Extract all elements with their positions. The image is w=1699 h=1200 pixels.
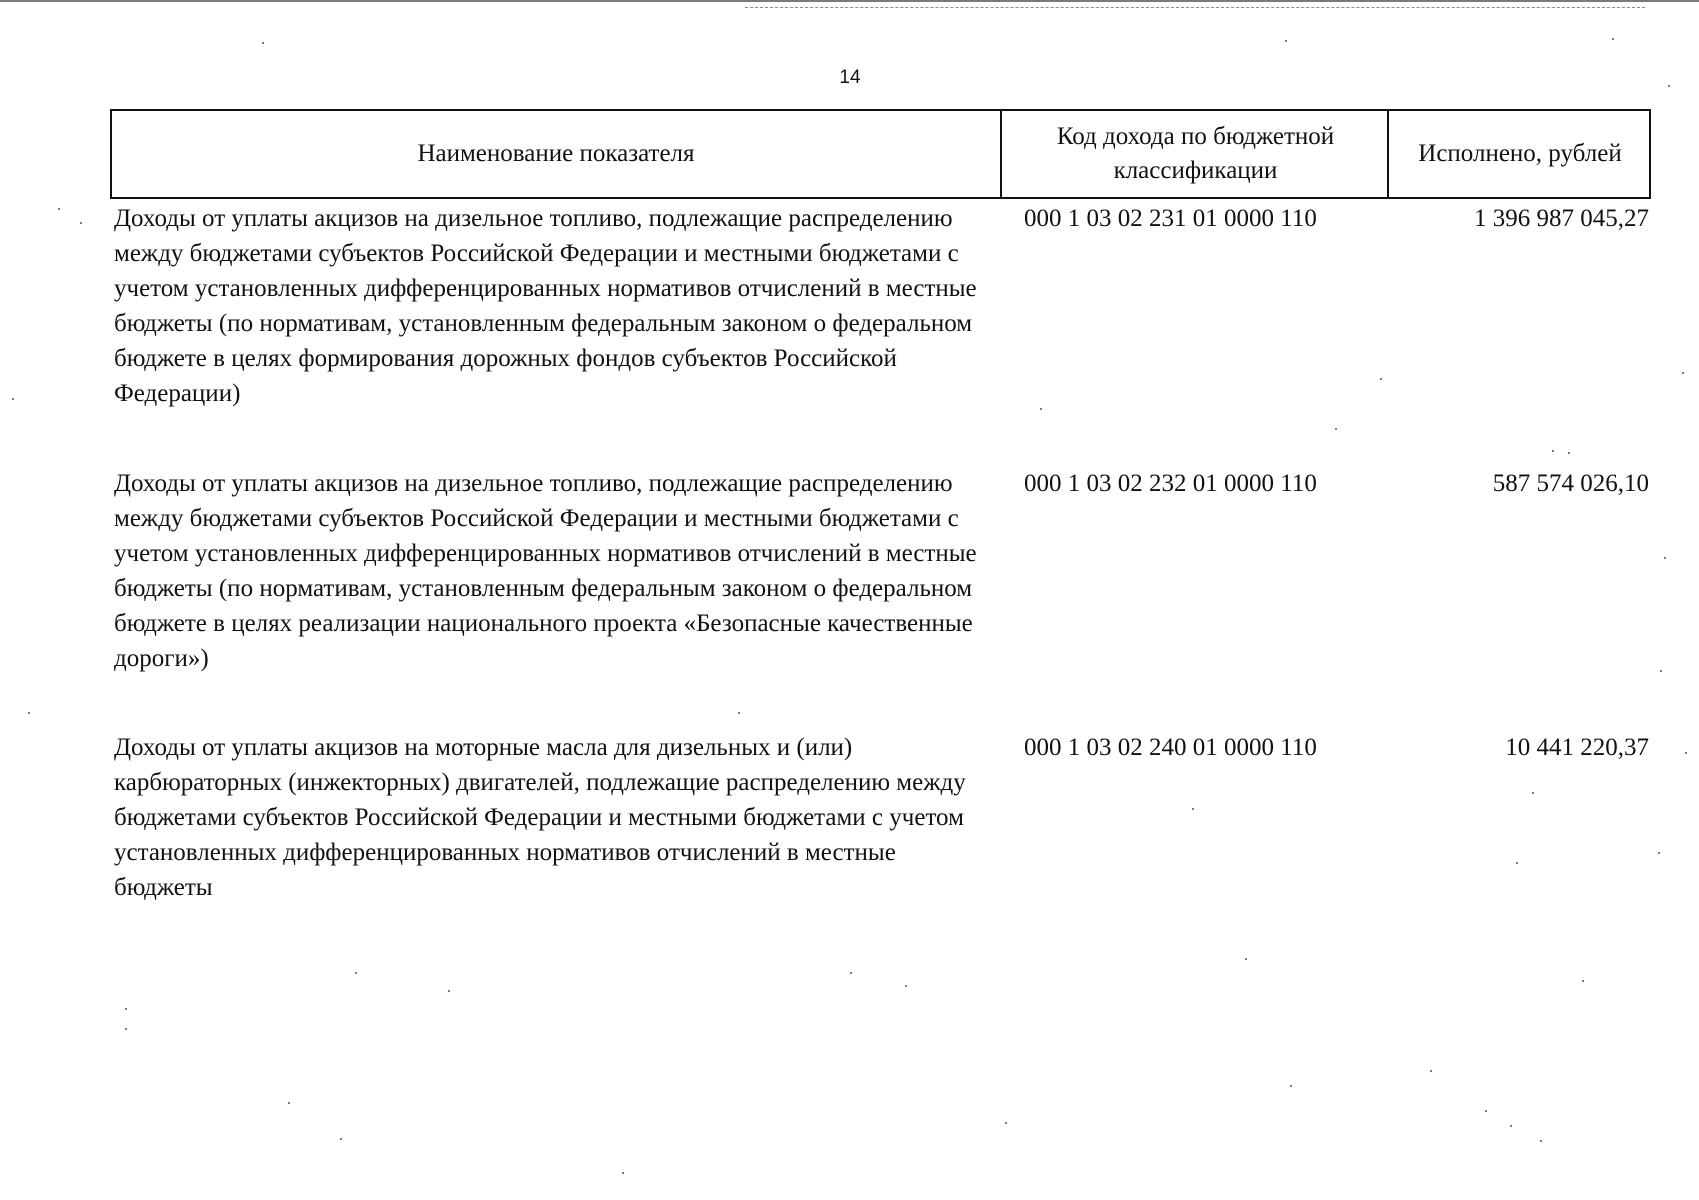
row-executed-amount: 1 396 987 045,27 [1474,205,1649,232]
page-number: 14 [839,67,861,88]
scan-speck [1192,808,1194,810]
scan-speck [448,990,450,992]
scan-speck [58,208,60,210]
scan-speck [355,972,357,974]
row-indicator-name: Доходы от уплаты акцизов на моторные масла для дизельных и (или) карбюраторных (инжекторных) двигателей, подлежащие распределению между бюджетами субъектов Российской Федерации и местными бюджетами с учетом установленных дифференцированных нормативов отчислений в местные бюджеты [114,734,966,901]
scan-speck [1612,38,1614,40]
row-executed-amount: 587 574 026,10 [1492,470,1649,497]
scan-speck [125,1028,127,1030]
scan-top-border [0,0,1699,2]
scan-speck [1380,378,1382,380]
scan-speck [1040,408,1042,410]
header-executed-amount: Исполнено, рублей [1387,111,1651,197]
scan-speck [1510,1125,1512,1127]
row-income-code: 000 1 03 02 232 01 0000 110 [1024,470,1317,497]
scan-speck [905,985,907,987]
scan-speck [1668,85,1670,87]
scan-speck [262,42,264,44]
header-income-code: Код дохода по бюджетной классификации [1000,111,1389,197]
row-executed-amount: 10 441 220,37 [1505,734,1649,761]
scan-speck [125,1008,127,1010]
scan-speck [1532,792,1534,794]
row-indicator-name: Доходы от уплаты акцизов на дизельное топливо, подлежащие распределению между бюджетами субъектов Российской Федерации и местными бюджетами с учетом установленных дифференцированных нормативов отчислений в местные бюджеты (по нормативам, установленным федеральным законом о федеральном бюджете в целях реализации национального проекта «Безопасные качественные дороги») [114,470,977,672]
scan-speck [1430,1070,1432,1072]
scan-speck [28,712,30,714]
scan-speck [288,1102,290,1104]
scan-speck [1540,1140,1542,1142]
scan-speck [1568,452,1570,454]
row-income-code: 000 1 03 02 231 01 0000 110 [1024,205,1317,232]
scan-speck [1682,372,1684,374]
scan-speck [1685,752,1687,754]
scan-speck [1552,450,1554,452]
scan-speck [1516,862,1518,864]
scan-speck [850,972,852,974]
scan-top-dashes [745,7,1645,10]
table-header [110,109,1651,199]
scan-speck [1245,958,1247,960]
row-indicator-name: Доходы от уплаты акцизов на дизельное топливо, подлежащие распределению между бюджетами субъектов Российской Федерации и местными бюджетами с учетом установленных дифференцированных нормативов отчислений в местные бюджеты (по нормативам, установленным федеральным законом о федеральном бюджете в целях формирования дорожных фондов субъектов Российской Федерации) [114,205,977,407]
scan-speck [80,222,82,224]
scan-speck [1290,1085,1292,1087]
header-indicator-name: Наименование показателя [417,140,695,167]
scan-speck [622,1172,624,1174]
scan-speck [1658,852,1660,854]
scan-speck [1582,980,1584,982]
scan-speck [1660,670,1662,672]
scan-speck [738,712,740,714]
row-income-code: 000 1 03 02 240 01 0000 110 [1024,734,1317,761]
scan-speck [1285,40,1287,42]
scan-speck [1335,428,1337,430]
scan-speck [1664,557,1666,559]
scan-speck [12,398,14,400]
scan-speck [1005,1122,1007,1124]
scan-speck [1485,1110,1487,1112]
scan-speck [340,1138,342,1140]
